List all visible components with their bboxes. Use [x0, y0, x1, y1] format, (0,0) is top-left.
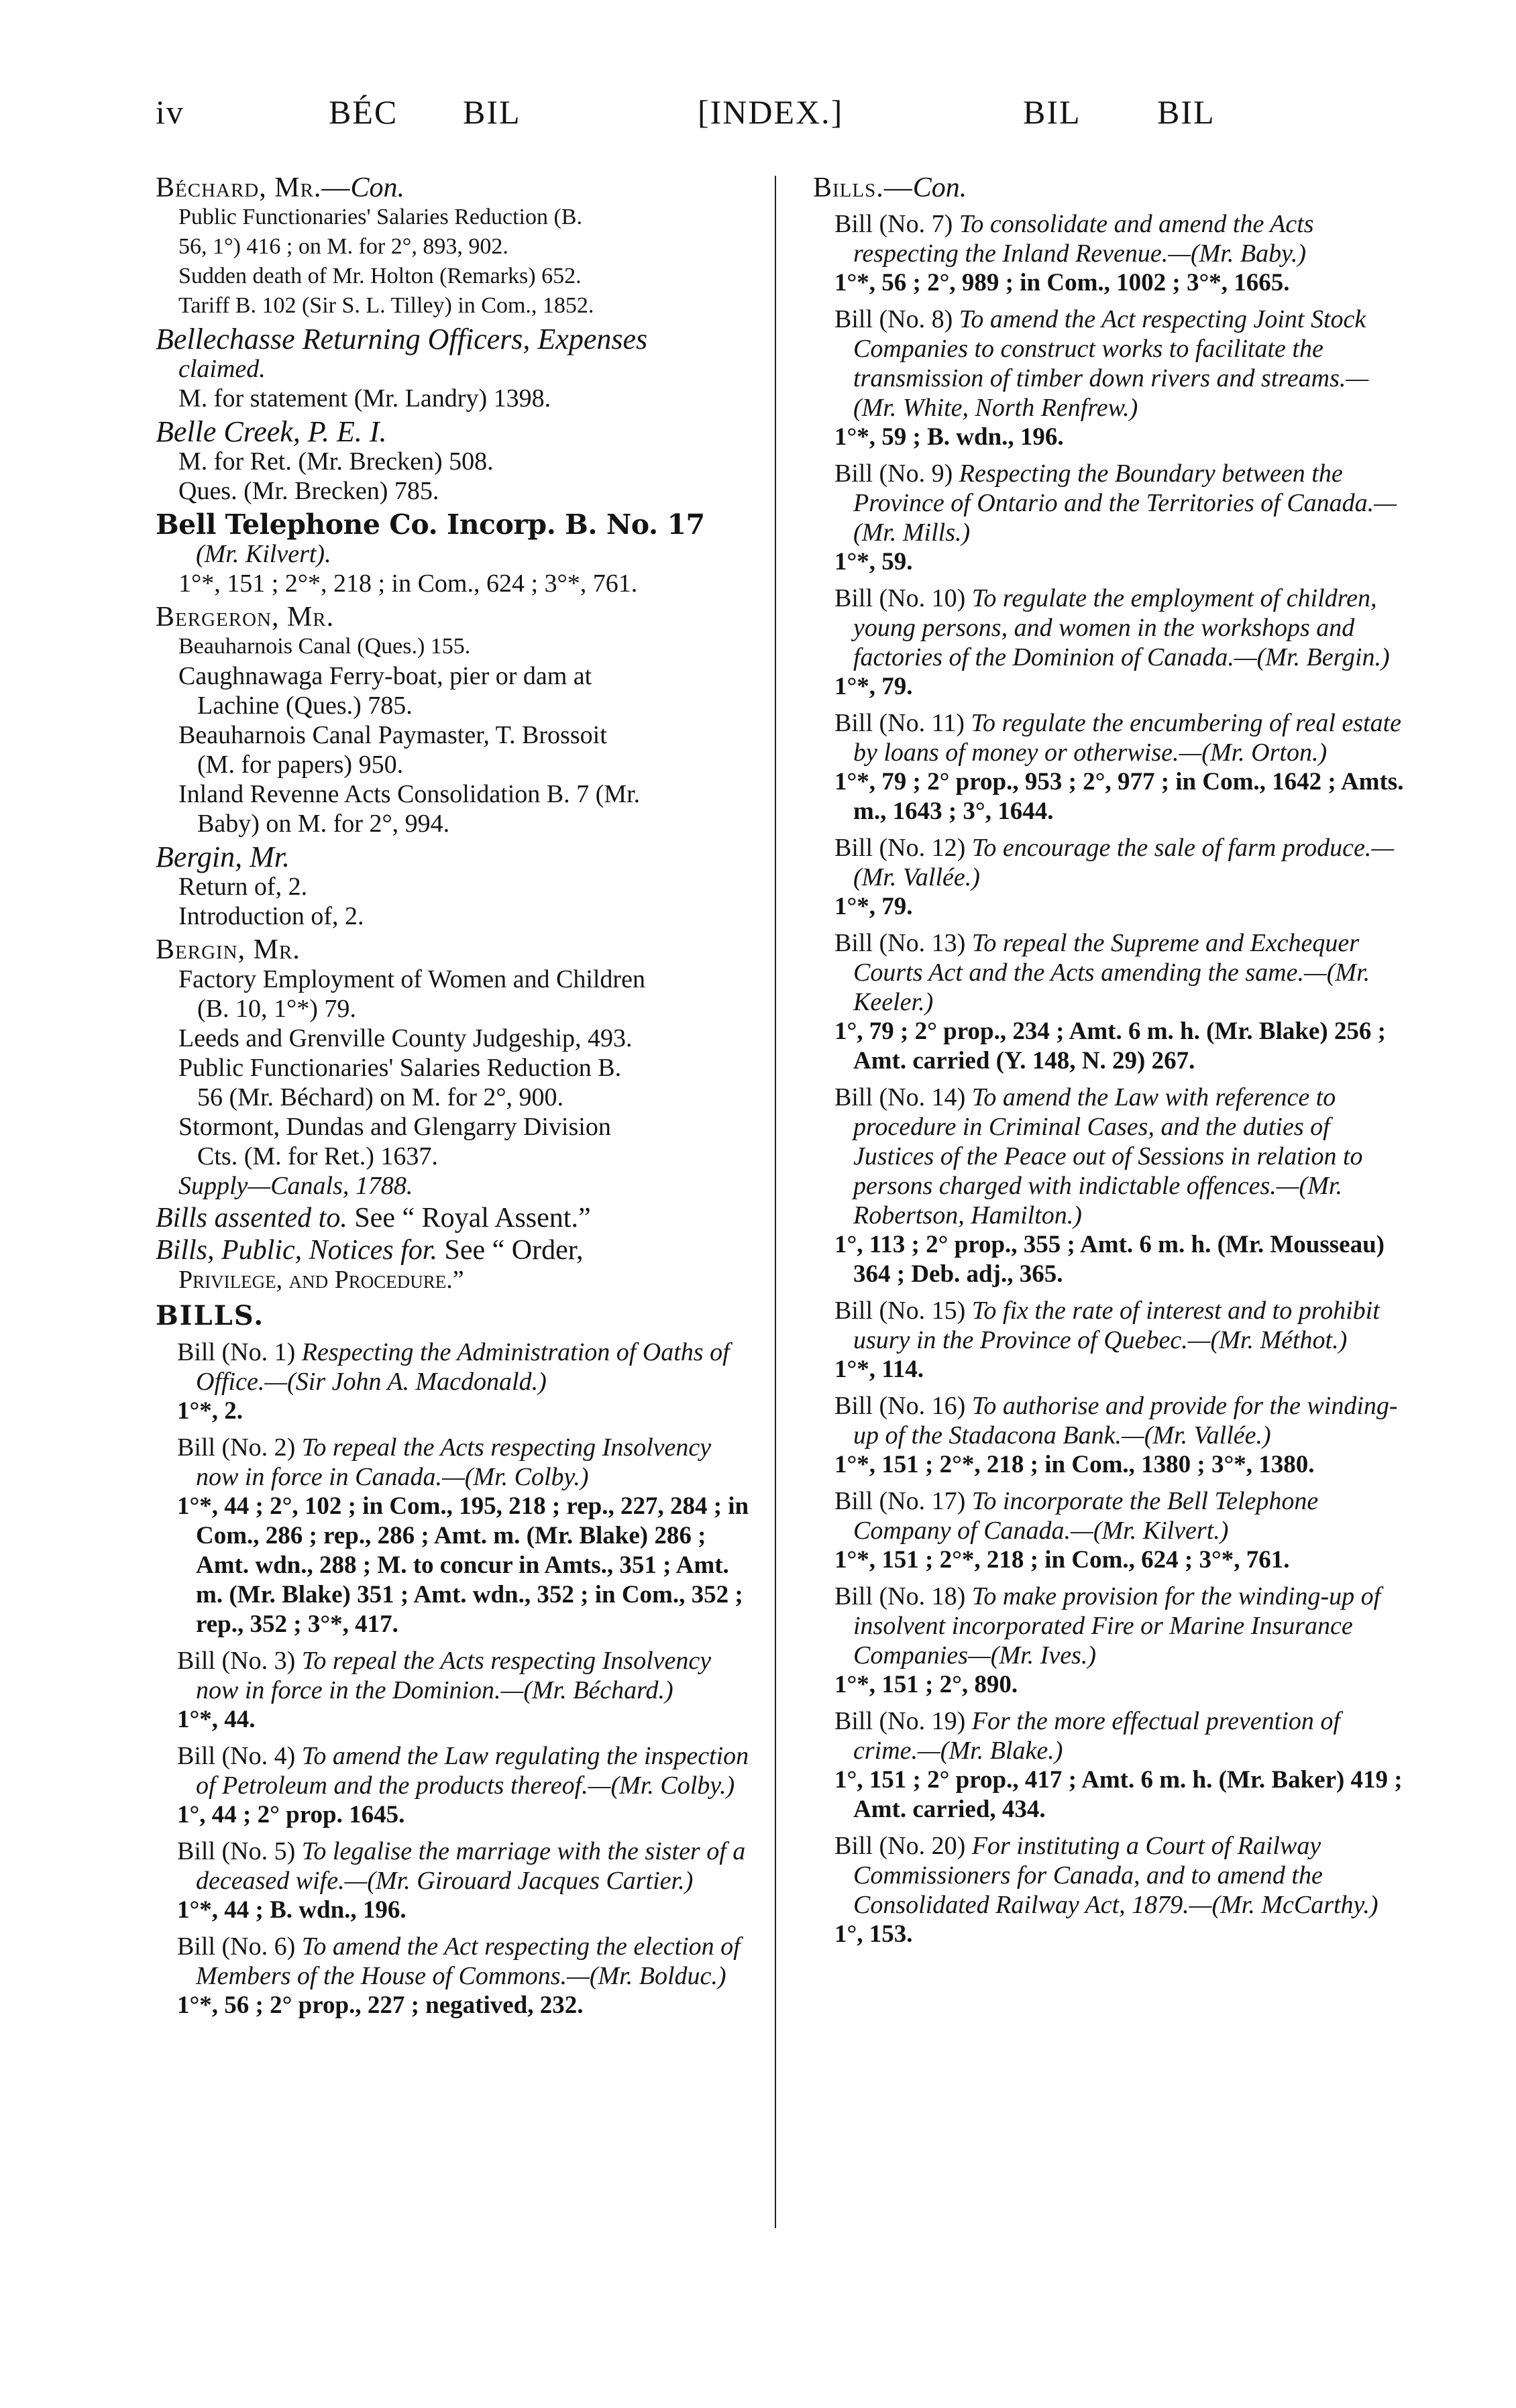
bill-title: To amend the Law regulating the inspection of Petroleum and the products thereof.—(Mr. Colby.): [196, 1742, 749, 1800]
range-right-2: BIL: [1157, 93, 1215, 131]
bill-heading: [156, 1741, 759, 1800]
entry-head-bergin: Bergin, Mr.: [156, 934, 301, 965]
bill-entry: [813, 459, 1410, 577]
bill-title: To amend the Act respecting Joint Stock Companies to construct works to facilitate the transmission of timber down rivers and streams.—(Mr. White, North Renfrew.): [853, 305, 1369, 422]
bill-title: To repeal the Acts respecting Insolvency now in force in the Dominion.—(Mr. Béchard.): [196, 1647, 712, 1704]
bill-proceedings: 1°, 113 ; 2° prop., 355 ; Amt. 6 m. h. (Mr. Mousseau) 364 ; Deb. adj., 365.: [834, 1231, 1385, 1288]
bill-label: Bill (No. 11): [834, 709, 965, 737]
bill-proceedings: 1°*, 151 ; 2°*, 218 ; in Com., 624 ; 3°*, 761.: [834, 1546, 1290, 1574]
bill-list-left: [156, 1337, 759, 2020]
bill-proceedings: 1°*, 44 ; B. wdn., 196.: [177, 1896, 407, 1924]
index-line: 1°*, 151 ; 2°*, 218 ; in Com., 624 ; 3°*, 761.: [178, 569, 638, 598]
bill-title: To repeal the Supreme and Exchequer Courts Act and the Acts amending the same.—(Mr. Keeler.): [853, 929, 1370, 1016]
bill-proceedings: 1°*, 79.: [834, 893, 913, 920]
index-line: Supply—Canals, 1788.: [178, 1172, 413, 1200]
bill-label: Bill (No. 5): [177, 1837, 296, 1865]
bill-heading: [156, 1837, 759, 1896]
entry-head-bergeron: Bergeron, Mr.: [156, 602, 335, 633]
bill-label: Bill (No. 2): [177, 1433, 296, 1462]
bill-entry: [156, 1433, 759, 1639]
bill-label: Bill (No. 16): [834, 1392, 966, 1420]
entry-head-bell-telephone: Bell Telephone Co. Incorp. B. No. 17: [156, 508, 705, 541]
bill-heading: [813, 1083, 1410, 1230]
left-column: [156, 169, 759, 2020]
bill-title: For the more effectual prevention of crime.—(Mr. Blake.): [853, 1707, 1340, 1765]
bill-list-right: [813, 209, 1410, 1949]
bill-entry: [156, 1741, 759, 1830]
bill-heading: [813, 928, 1410, 1017]
bill-label: Bill (No. 8): [834, 305, 953, 333]
index-line: Leeds and Grenville County Judgeship, 493.: [178, 1024, 633, 1052]
index-line: Cts. (M. for Ret.) 1637.: [197, 1142, 438, 1170]
bill-heading: [813, 1486, 1410, 1545]
bill-proceedings: 1°*, 56 ; 2°, 989 ; in Com., 1002 ; 3°*, 1665.: [834, 269, 1290, 296]
bill-heading: [813, 209, 1410, 268]
bill-proceedings: 1°*, 59 ; B. wdn., 196.: [834, 423, 1064, 451]
bill-title: To regulate the employment of children, young persons, and women in the workshops and factories of the Dominion of Canada.—(Mr. Bergin.): [853, 584, 1390, 671]
bills-con-heading: Bills.—Con.: [813, 172, 967, 203]
index-line: Stormont, Dundas and Glengarry Division: [178, 1113, 611, 1141]
index-line: (B. 10, 1°*) 79.: [197, 995, 356, 1023]
index-line: (Mr. Kilvert).: [196, 540, 331, 568]
bill-proceedings: 1°*, 114.: [834, 1356, 924, 1383]
index-line: Return of, 2.: [178, 873, 308, 901]
bill-entry: [813, 1831, 1410, 1949]
entry-head-bechard: Béchard, Mr.—Con.: [156, 172, 404, 203]
index-line: Inland Revenne Acts Consolidation B. 7 (Mr.: [178, 780, 641, 808]
bill-heading: [813, 584, 1410, 672]
entry-head-bellechasse: Bellechasse Returning Officers, Expenses: [156, 323, 648, 355]
bill-title: To repeal the Acts respecting Insolvency now in force in Canada.—(Mr. Colby.): [196, 1433, 712, 1491]
bill-title: Respecting the Boundary between the Province of Ontario and the Territories of Canada.—(Mr. Mills.): [853, 459, 1397, 547]
bill-proceedings: 1°, 44 ; 2° prop. 1645.: [177, 1801, 405, 1828]
index-line: Public Functionaries' Salaries Reduction (B.: [178, 205, 582, 229]
see-reference-cont: Privilege, and Procedure.”: [178, 1266, 464, 1294]
bill-heading: [156, 1337, 759, 1397]
bill-title: To make provision for the winding-up of insolvent incorporated Fire or Marine Insurance Companies—(Mr. Ives.): [853, 1582, 1381, 1670]
bill-entry: [813, 209, 1410, 298]
bill-label: Bill (No. 20): [834, 1832, 966, 1860]
bill-heading: [813, 1296, 1410, 1355]
bill-entry: [156, 1337, 759, 1426]
bill-label: Bill (No. 14): [834, 1083, 966, 1111]
entry-head-bergin-italic: Bergin, Mr.: [156, 840, 290, 873]
bill-title: To regulate the encumbering of real estate by loans of money or otherwise.—(Mr. Orton.): [853, 709, 1402, 767]
index-line: M. for Ret. (Mr. Brecken) 508.: [178, 447, 494, 476]
index-line: Beauharnois Canal Paymaster, T. Brossoit: [178, 721, 607, 749]
bill-heading: [813, 1582, 1410, 1670]
bill-label: Bill (No. 3): [177, 1647, 296, 1675]
index-line: Factory Employment of Women and Children: [178, 965, 645, 993]
bill-label: Bill (No. 12): [834, 834, 966, 862]
bill-label: Bill (No. 6): [177, 1932, 296, 1961]
bill-entry: [813, 305, 1410, 452]
bill-entry: [156, 1932, 759, 2020]
entry-head-belle-creek: Belle Creek, P. E. I.: [156, 415, 387, 448]
see-reference-assent: Bills assented to. See “ Royal Assent.”: [156, 1203, 591, 1234]
bill-entry: [813, 708, 1410, 826]
bill-entry: [813, 1582, 1410, 1700]
bill-title: To fix the rate of interest and to prohibit usury in the Province of Quebec.—(Mr. Méthot.): [853, 1297, 1380, 1354]
bill-title: To consolidate and amend the Acts respecting the Inland Revenue.—(Mr. Baby.): [853, 210, 1314, 268]
bill-label: Bill (No. 15): [834, 1297, 966, 1325]
index-line: Introduction of, 2.: [178, 902, 364, 930]
bill-title: For instituting a Court of Railway Commissioners for Canada, and to amend the Consolidated Railway Act, 1879.—(Mr. McCarthy.): [853, 1832, 1378, 1919]
bill-label: Bill (No. 9): [834, 459, 953, 488]
bill-heading: [813, 1831, 1410, 1920]
index-line: Beauharnois Canal (Ques.) 155.: [178, 634, 471, 659]
bill-label: Bill (No. 17): [834, 1487, 966, 1515]
bill-label: Bill (No. 7): [834, 210, 953, 238]
bill-title: To incorporate the Bell Telephone Company of Canada.—(Mr. Kilvert.): [853, 1487, 1319, 1545]
see-reference-notices: Bills, Public, Notices for. See “ Order,: [156, 1235, 584, 1266]
bills-heading: BILLS.: [156, 1300, 265, 1331]
bill-entry: [813, 1296, 1410, 1384]
bill-label: Bill (No. 18): [834, 1582, 966, 1610]
index-line: 56, 1°) 416 ; on M. for 2°, 893, 902.: [178, 234, 508, 259]
bill-title: To amend the Act respecting the election of Members of the House of Commons.—(Mr. Bolduc.): [196, 1932, 741, 1990]
bill-heading: [156, 1646, 759, 1705]
range-end: BIL: [463, 93, 521, 131]
bill-label: Bill (No. 4): [177, 1742, 296, 1770]
bill-proceedings: 1°*, 56 ; 2° prop., 227 ; negatived, 232.: [177, 1991, 584, 2019]
index-line: Sudden death of Mr. Holton (Remarks) 652.: [178, 264, 582, 288]
bill-label: Bill (No. 13): [834, 929, 966, 957]
bill-proceedings: 1°*, 151 ; 2°, 890.: [834, 1671, 1018, 1698]
bill-title: To encourage the sale of farm produce.—(Mr. Vallée.): [853, 834, 1395, 891]
column-divider: [775, 176, 776, 2228]
bill-entry: [813, 1083, 1410, 1289]
bill-heading: [156, 1932, 759, 1991]
bill-title: Respecting the Administration of Oaths of Office.—(Sir John A. Macdonald.): [196, 1338, 730, 1396]
bill-heading: [813, 833, 1410, 892]
index-line: Caughnawaga Ferry-boat, pier or dam at: [178, 662, 592, 690]
index-label: [INDEX.]: [698, 93, 844, 131]
bill-proceedings: 1°, 79 ; 2° prop., 234 ; Amt. 6 m. h. (Mr. Blake) 256 ; Amt. carried (Y. 148, N. 29) 267.: [834, 1018, 1386, 1075]
bill-title: To legalise the marriage with the sister of a deceased wife.—(Mr. Girouard Jacques Cartier.): [196, 1837, 746, 1895]
page-number: iv: [156, 93, 184, 131]
bill-heading: [813, 305, 1410, 423]
bill-proceedings: 1°*, 59.: [834, 548, 913, 576]
bill-proceedings: 1°*, 2.: [177, 1397, 243, 1425]
bill-proceedings: 1°*, 151 ; 2°*, 218 ; in Com., 1380 ; 3°*, 1380.: [834, 1451, 1315, 1478]
bill-entry: [813, 584, 1410, 702]
index-line: Tariff B. 102 (Sir S. L. Tilley) in Com., 1852.: [178, 293, 594, 318]
bill-proceedings: 1°*, 44.: [177, 1706, 256, 1733]
range-right-1: BIL: [1023, 93, 1081, 131]
bill-proceedings: 1°, 151 ; 2° prop., 417 ; Amt. 6 m. h. (Mr. Baker) 419 ; Amt. carried, 434.: [834, 1766, 1403, 1823]
bill-title: To amend the Law with reference to procedure in Criminal Cases, and the duties of Justices of the Peace out of Sessions in relation to persons charged with indictable offences.—(Mr. Robertson, Hamilton.): [853, 1083, 1363, 1229]
right-column: [813, 169, 1410, 1949]
bill-heading: [813, 459, 1410, 547]
index-line: Lachine (Ques.) 785.: [197, 692, 413, 720]
bill-proceedings: 1°*, 79.: [834, 673, 913, 700]
bill-label: Bill (No. 1): [177, 1338, 296, 1366]
bill-heading: [156, 1433, 759, 1492]
bill-heading: [813, 1391, 1410, 1450]
bill-entry: [813, 1706, 1410, 1824]
running-header: [0, 93, 1516, 153]
bill-proceedings: 1°, 153.: [834, 1920, 913, 1948]
index-line: 56 (Mr. Béchard) on M. for 2°, 900.: [197, 1083, 564, 1111]
bill-entry: [813, 1486, 1410, 1575]
bill-entry: [813, 833, 1410, 922]
bill-heading: [813, 1706, 1410, 1765]
index-line: Public Functionaries' Salaries Reduction B.: [178, 1054, 622, 1082]
bill-title: To authorise and provide for the winding-up of the Stadacona Bank.—(Mr. Vallée.): [853, 1392, 1398, 1449]
index-line: (M. for papers) 950.: [197, 751, 404, 779]
bill-entry: [813, 1391, 1410, 1480]
index-line: M. for statement (Mr. Landry) 1398.: [178, 384, 551, 413]
index-line: Ques. (Mr. Brecken) 785.: [178, 477, 439, 505]
bill-entry: [813, 928, 1410, 1076]
bill-label: Bill (No. 19): [834, 1707, 966, 1735]
bill-heading: [813, 708, 1410, 767]
bill-entry: [156, 1646, 759, 1735]
bill-proceedings: 1°*, 44 ; 2°, 102 ; in Com., 195, 218 ; rep., 227, 284 ; in Com., 286 ; rep., 286 ; Amt. m. (Mr. Blake) 286 ; Amt. wdn., 288 ; M. to concur in Amts., 351 ; Amt. m. (Mr. Blake) 351 ; Amt. wdn., 352 ; in Com., 352 ; rep., 352 ; 3°*, 417.: [177, 1492, 749, 1638]
entry-head-cont: claimed.: [178, 355, 266, 383]
bill-entry: [156, 1837, 759, 1925]
range-start: BÉC: [329, 93, 398, 131]
bill-proceedings: 1°*, 79 ; 2° prop., 953 ; 2°, 977 ; in Com., 1642 ; Amts. m., 1643 ; 3°, 1644.: [834, 768, 1404, 825]
index-line: Baby) on M. for 2°, 994.: [197, 810, 450, 838]
bill-label: Bill (No. 10): [834, 584, 966, 612]
